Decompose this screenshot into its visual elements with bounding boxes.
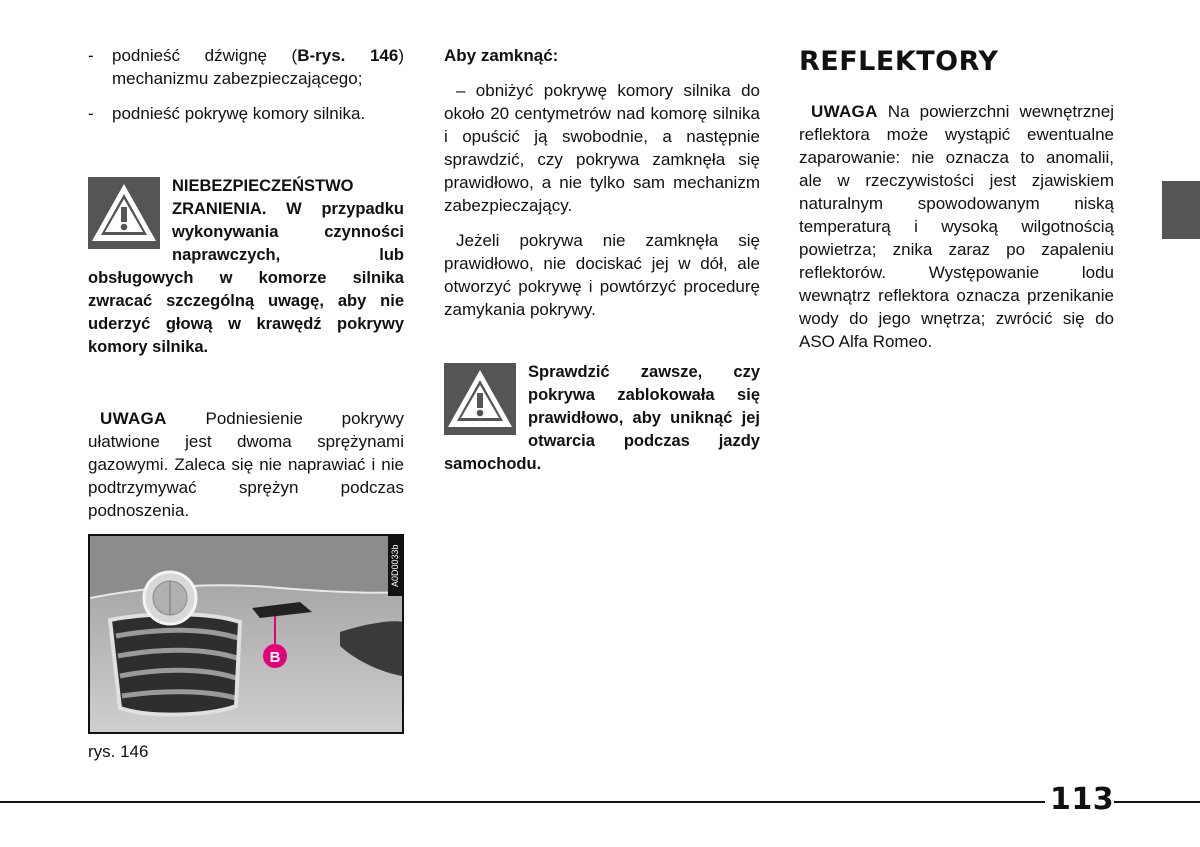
chapter-tab (1162, 181, 1200, 239)
car-front-illustration (90, 536, 402, 732)
section-title: REFLEKTORY (799, 46, 999, 77)
figure-engine-hood-latch (88, 534, 404, 734)
bullet-text-pre: podnieść dźwignę ( (112, 46, 298, 65)
note-paragraph (799, 100, 1114, 353)
column-right (799, 44, 1114, 353)
instruction-paragraph: Jeżeli pokrywa nie zamknęła się prawidłowo, nie dociskać jej w dół, ale otworzyć pokrywę i powtórzyć procedurę zamykania pokrywy. (444, 231, 760, 319)
bullet-text-post: ) mechanizmu zabezpieczającego; (112, 46, 405, 88)
column-middle (444, 44, 760, 476)
column-left (88, 44, 404, 522)
note-text: Podniesienie pokrywy ułatwione jest dwoma sprężynami gazowymi. Zaleca się nie naprawiać i nie podtrzymywać sprężyn podczas podnoszenia. (88, 409, 404, 520)
bullet-item (88, 102, 404, 125)
warning-text: Sprawdzić zawsze, czy pokrywa zablokowała się prawidłowo, aby uniknąć jej otwarcia podczas jazdy samochodu. (444, 363, 760, 473)
footer-rule (0, 801, 1045, 803)
note-text: Na powierzchni wewnętrznej reflektora może wystąpić ewentualne zaparowanie: nie oznacza to anomalii, ale w rzeczywistości jest zjawiskiem naturalnym spowodowanym niską temperaturą i wysoką wilgotnością powietrza; znika zaraz po zapaleniu reflektorów. Występowanie lodu wewnątrz reflektora oznacza przenikanie wody do jego wnętrza; zwrócić się do ASO Alfa Romeo. (799, 102, 1114, 351)
bullet-text: podnieść pokrywę komory silnika. (112, 104, 366, 123)
figure-marker: B (269, 649, 281, 666)
warning-triangle-icon (88, 177, 160, 249)
footer-rule (1114, 801, 1200, 803)
danger-warning (88, 175, 404, 359)
instruction-paragraph: – obniżyć pokrywę komory silnika do około 20 centymetrów nad komorę silnika i opuścić ją swobodnie, a następnie sprawdzić, czy pokrywa zamknęła się prawidłowo, a nie tylko sam mechanizm zabezpieczający. (444, 81, 760, 215)
page-number: 113 (1050, 782, 1115, 817)
figure-code: A0D0033b (388, 536, 402, 596)
bullet-dash: - (88, 46, 94, 65)
figure-reference: B-rys. 146 (297, 46, 399, 65)
bullet-dash: - (88, 104, 94, 123)
figure-caption: rys. 146 (88, 742, 149, 761)
bullet-text (112, 44, 404, 90)
note-paragraph (88, 407, 404, 522)
section-heading: Aby zamknąć: (444, 46, 559, 65)
danger-warning (444, 361, 760, 476)
bullet-item (88, 44, 404, 90)
warning-triangle-icon (444, 363, 516, 435)
note-label: UWAGA (811, 102, 878, 121)
warning-text: NIEBEZPIECZEŃSTWO ZRANIENIA. W przypadku wykonywania czynności naprawczych, lub obsługowych w komorze silnika zwracać szczególną uwagę, aby nie uderzyć głową w krawędź pokrywy komory silnika. (88, 177, 404, 356)
note-label: UWAGA (100, 409, 167, 428)
